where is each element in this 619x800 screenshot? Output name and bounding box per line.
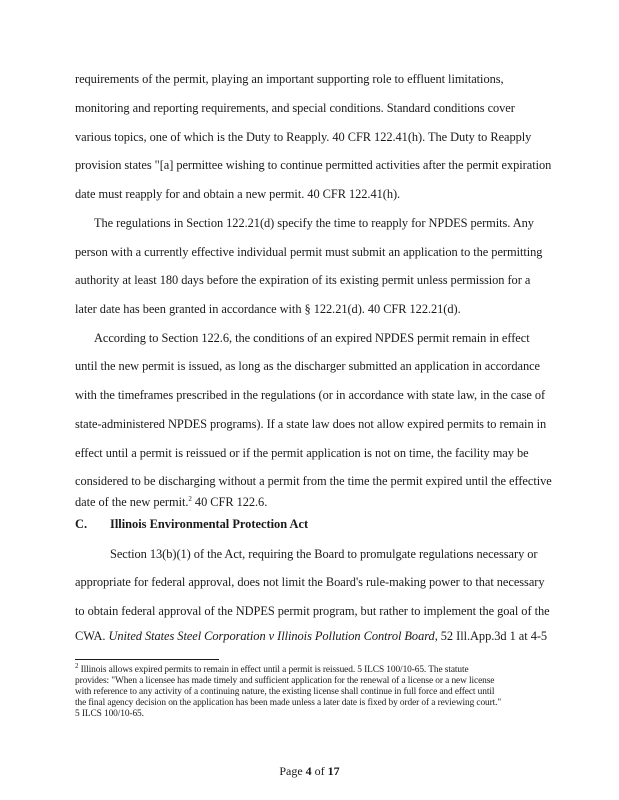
case-citation: United States Steel Corporation v Illinois Pollution Control Board [108,629,435,643]
footnote-separator [75,659,219,660]
paragraph-line [75,629,547,644]
paragraph-line: The regulations in Section 122.21(d) specify the time to reapply for NPDES permits. Any [94,216,534,230]
paragraph-line: various topics, one of which is the Duty to Reapply. 40 CFR 122.41(h). The Duty to Reapply [75,130,532,144]
page-number-footer [0,764,619,779]
paragraph-line: authority at least 180 days before the expiration of its existing permit unless permission for a [75,273,531,287]
footnote-line: the final agency decision on the application has been made unless a later date is fixed by order of a reviewing court." [75,698,502,708]
paragraph-line: with the timeframes prescribed in the regulations (or in accordance with state law, in the case of [75,388,546,402]
footnote-line: 5 ILCS 100/10-65. [75,709,144,719]
footnote-line: provides: "When a licensee has made timely and sufficient application for the renewal of a license or a new license [75,676,495,686]
paragraph-line: date must reapply for and obtain a new permit. 40 CFR 122.41(h). [75,187,401,201]
footer-middle: of [311,764,328,778]
section-letter: C. [75,517,88,531]
paragraph-line: state-administered NPDES programs). If a state law does not allow expired permits to remain in [75,417,547,431]
paragraph-line: monitoring and reporting requirements, and special conditions. Standard conditions cover [75,101,515,115]
footnote-line [75,661,469,676]
paragraph-line: Section 13(b)(1) of the Act, requiring the Board to promulgate regulations necessary or [110,547,538,561]
paragraph-line: person with a currently effective individual permit must submit an application to the permitting [75,245,543,259]
paragraph-text: date of the new permit. [75,495,189,509]
footnote-text: Illinois allows expired permits to remain in effect until a permit is reissued. 5 ILCS 100/10-65. The statute [78,665,469,675]
footnote-reference[interactable]: 2 [188,494,192,503]
paragraph-line: to obtain federal approval of the NDPES permit program, but rather to implement the goal of the [75,604,550,618]
footnote-line: with reference to any activity of a continuing nature, the existing license shall continue in full force and effect until [75,687,495,697]
paragraph-line: considered to be discharging without a permit from the time the permit expired until the effective [75,474,552,488]
section-title: Illinois Environmental Protection Act [110,517,309,531]
current-page-number: 4 [305,764,312,778]
citation-text: 40 CFR 122.6. [191,495,268,509]
paragraph-line [75,495,267,510]
paragraph-line: provision states "[a] permittee wishing to continue permitted activities after the permit expiration [75,158,552,172]
footer-prefix: Page [279,764,306,778]
paragraph-text: CWA. [75,629,109,643]
paragraph-line: effect until a permit is reissued or if the permit application is not on time, the facility may be [75,446,529,460]
footnote-mark: 2 [75,661,79,670]
paragraph-line: appropriate for federal approval, does not limit the Board's rule-making power to that necessary [75,575,545,589]
total-page-count: 17 [327,764,340,778]
paragraph-line: later date has been granted in accordance with § 122.21(d). 40 CFR 122.21(d). [75,302,461,316]
paragraph-line: requirements of the permit, playing an important supporting role to effluent limitations, [75,72,504,86]
paragraph-text: , 52 Ill.App.3d 1 at 4-5 [434,629,548,643]
paragraph-line: until the new permit is issued, as long as the discharger submitted an application in accordance [75,359,540,373]
paragraph-line: According to Section 122.6, the conditions of an expired NPDES permit remain in effect [94,331,530,345]
